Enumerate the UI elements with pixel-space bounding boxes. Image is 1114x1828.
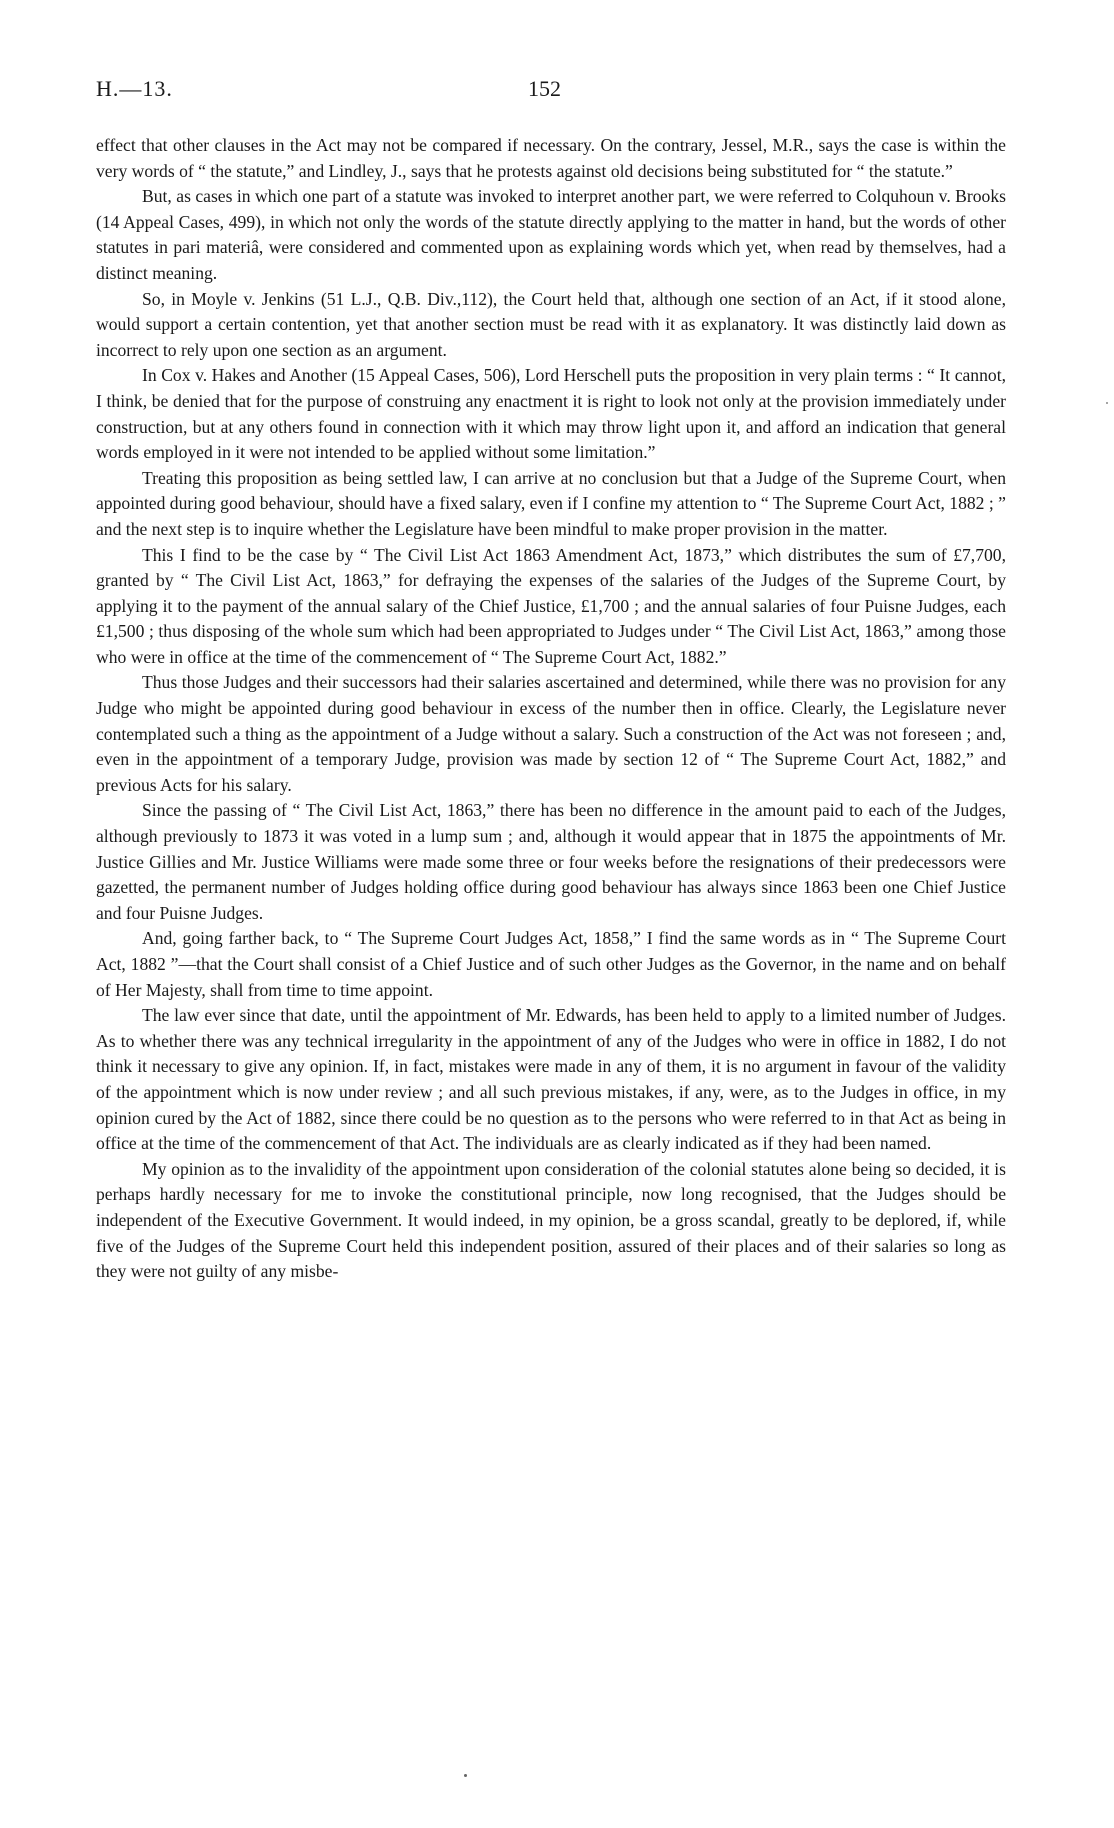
paragraph: Since the passing of “ The Civil List Act, 1863,” there has been no difference in the amount paid to each of the Judges, although previously to 1873 it was voted in a lump sum ; and, although it would appear that in 1875 the appointments of Mr. Justice Gillies and Mr. Justice Williams were made some three or four weeks before the resignations of their predecessors were gazetted, the permanent number of Judges holding office during good behaviour has always since 1863 been one Chief Justice and four Puisne Judges. <box>96 800 1006 923</box>
paragraph: Thus those Judges and their successors had their salaries ascertained and determined, while there was no provision for any Judge who might be appointed during good behaviour in excess of the number then in office. Clearly, the Legislature never contemplated such a thing as the appointment of a Judge without a salary. Such a construction of the Act was not foreseen ; and, even in the appointment of a temporary Judge, provision was made by section 12 of “ The Supreme Court Act, 1882,” and previous Acts for his salary. <box>96 672 1006 795</box>
body-text <box>96 133 1006 1285</box>
paragraph: The law ever since that date, until the appointment of Mr. Edwards, has been held to apply to a limited number of Judges. As to whether there was any technical irregularity in the appointment of any of the Judges who were in office in 1882, I do not think it necessary to give any opinion. If, in fact, mistakes were made in any of them, it is no argument in favour of the validity of the appointment which is now under review ; and all such previous mistakes, if any, were, as to the Judges in office, in my opinion cured by the Act of 1882, since there could be no question as to the persons who were referred to in that Act as being in office at the time of the commencement of that Act. The individuals are as clearly indicated as if they had been named. <box>96 1005 1006 1154</box>
paragraph: So, in Moyle v. Jenkins (51 L.J., Q.B. Div.,112), the Court held that, although one section of an Act, if it stood alone, would support a certain contention, yet that another section must be read with it as explanatory. It was distinctly laid down as incorrect to rely upon one section as an argument. <box>96 288 1006 360</box>
page-number: 152 <box>528 76 561 101</box>
paragraph: This I find to be the case by “ The Civil List Act 1863 Amendment Act, 1873,” which distributes the sum of £7,700, granted by “ The Civil List Act, 1863,” for defraying the expenses of the salaries of the Judges of the Supreme Court, by applying it to the payment of the annual salary of the Chief Justice, £1,700 ; and the annual salaries of four Puisne Judges, each £1,500 ; thus disposing of the whole sum which had been appropriated to Judges under “ The Civil List Act, 1863,” among those who were in office at the time of the commencement of “ The Supreme Court Act, 1882.” <box>96 544 1006 667</box>
page-header <box>96 76 1018 106</box>
paragraph: But, as cases in which one part of a statute was invoked to interpret another part, we were referred to Colquhoun v. Brooks (14 Appeal Cases, 499), in which not only the words of the statute directly applying to the matter in hand, but the words of other statutes in pari materiâ, were considered and commented upon as explaining words which yet, when read by themselves, had a distinct meaning. <box>96 186 1006 283</box>
paragraph: effect that other clauses in the Act may not be compared if necessary. On the contrary, Jessel, M.R., says the case is within the very words of “ the statute,” and Lindley, J., says that he protests against old decisions being substituted for “ the statute.” <box>96 135 1006 181</box>
footer-mark <box>464 1774 467 1777</box>
paragraph: In Cox v. Hakes and Another (15 Appeal Cases, 506), Lord Herschell puts the proposition in very plain terms : “ It cannot, I think, be denied that for the purpose of construing any enactment it is right to look not only at the provision immediately under construction, but at any others found in connection with it which may throw light upon it, and afford an indication that general words employed in it were not intended to be applied without some limitation.” <box>96 365 1006 463</box>
paragraph: And, going farther back, to “ The Supreme Court Judges Act, 1858,” I find the same words as in “ The Supreme Court Act, 1882 ”—that the Court shall consist of a Chief Justice and of such other Judges as the Governor, in the name and on behalf of Her Majesty, shall from time to time appoint. <box>96 928 1006 1000</box>
paragraph: Treating this proposition as being settled law, I can arrive at no conclusion but that a Judge of the Supreme Court, when appointed during good behaviour, should have a fixed salary, even if I confine my attention to “ The Supreme Court Act, 1882 ; ” and the next step is to inquire whether the Legislature have been mindful to make proper provision in the matter. <box>96 467 1006 539</box>
document-reference: H.—13. <box>96 76 173 101</box>
paragraph: My opinion as to the invalidity of the appointment upon consideration of the colonial statutes alone being so decided, it is perhaps hardly necessary for me to invoke the constitutional principle, now long recognised, that the Judges should be independent of the Executive Government. It would indeed, in my opinion, be a gross scandal, greatly to be deplored, if, while five of the Judges of the Supreme Court held this independent position, assured of their places and of their salaries so long as they were not guilty of any misbe- <box>96 1158 1006 1282</box>
margin-mark <box>1106 402 1108 404</box>
